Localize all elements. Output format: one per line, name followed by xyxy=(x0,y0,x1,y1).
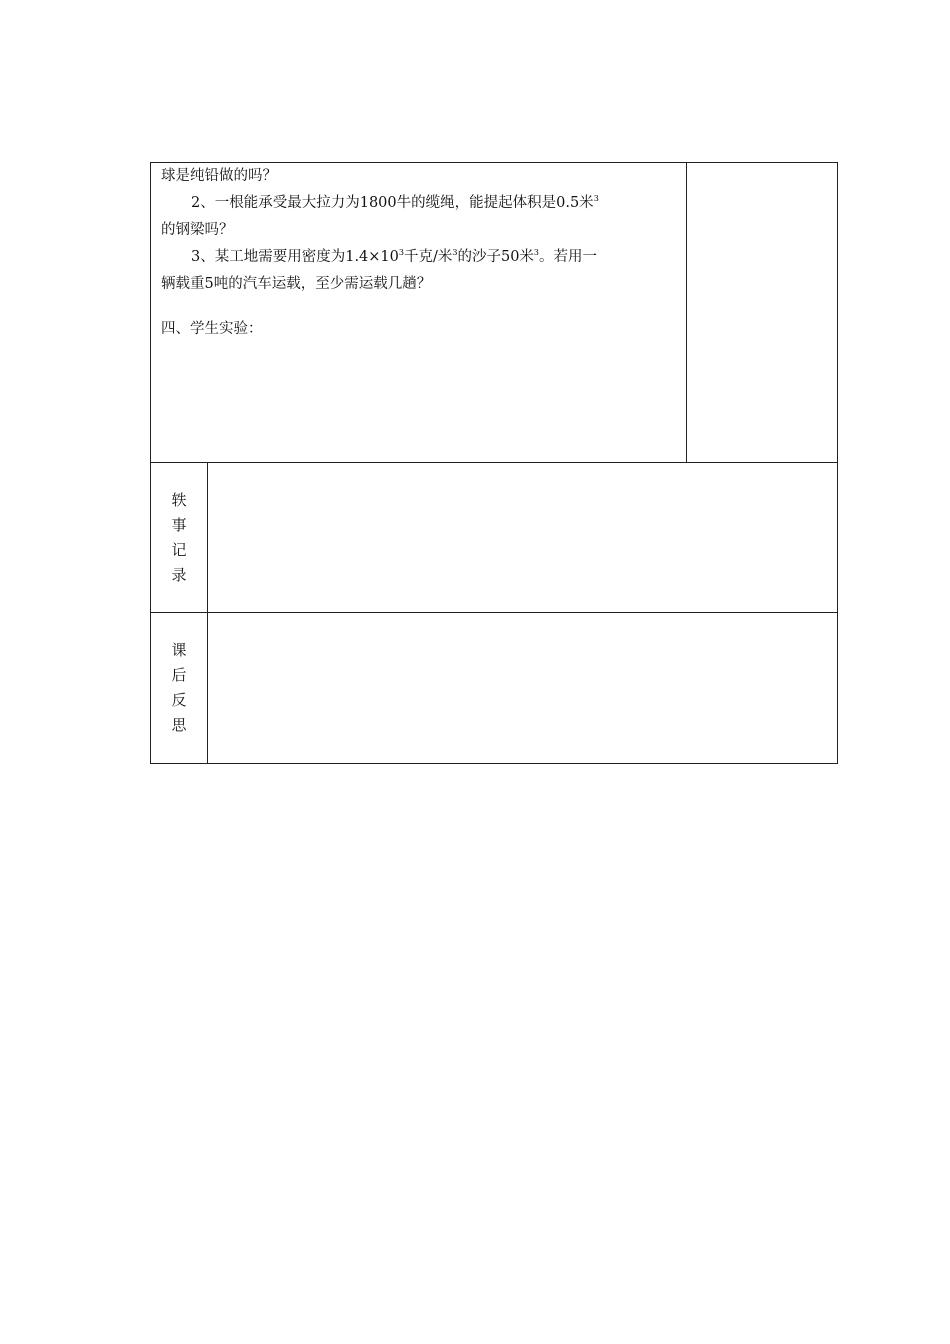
question-2-text: 2、一根能承受最大拉力为1800牛的缆绳，能提起体积是0.5米 xyxy=(191,195,594,211)
reflection-label-cell xyxy=(151,613,208,764)
question-2-line-1 xyxy=(161,190,680,217)
anecdote-label-cell xyxy=(151,463,208,613)
reflection-label xyxy=(171,638,186,738)
notes-cell xyxy=(687,163,838,463)
section-heading-student-experiment: 四、学生实验： xyxy=(161,321,263,337)
superscript: 3 xyxy=(398,248,404,257)
label-char: 轶 xyxy=(171,490,187,509)
anecdote-row xyxy=(151,463,838,613)
label-char: 思 xyxy=(171,716,187,734)
label-char: 录 xyxy=(171,565,187,584)
reflection-row xyxy=(151,613,838,764)
content-cell xyxy=(151,163,687,463)
question-3-line-2: 辆载重5吨的汽车运载，至少需运载几趟？ xyxy=(161,276,432,292)
superscript: 3 xyxy=(593,194,599,203)
label-char: 后 xyxy=(171,666,187,684)
label-char: 反 xyxy=(171,691,187,709)
label-char: 事 xyxy=(171,515,187,534)
question-2-line-2: 的钢梁吗？ xyxy=(161,222,234,238)
text-line: 球是纯铅做的吗？ xyxy=(161,168,277,184)
label-char: 记 xyxy=(171,540,187,559)
question-3-text-a: 3、某工地需要用密度为1.4×10 xyxy=(191,249,399,265)
content-row xyxy=(151,163,838,463)
superscript: 3 xyxy=(533,248,540,257)
question-3-text-d: 。若用一 xyxy=(539,249,598,265)
superscript: 3 xyxy=(452,248,458,257)
lesson-plan-table xyxy=(150,162,838,764)
question-3-text-b: 千克/米 xyxy=(403,249,453,265)
reflection-content-cell xyxy=(208,613,838,764)
label-char: 课 xyxy=(171,641,187,659)
anecdote-label xyxy=(171,488,186,588)
anecdote-content-cell xyxy=(208,463,838,613)
spacer xyxy=(161,298,680,316)
question-3-text-c: 的沙子50米 xyxy=(457,249,534,265)
question-3-line-1 xyxy=(161,244,680,271)
